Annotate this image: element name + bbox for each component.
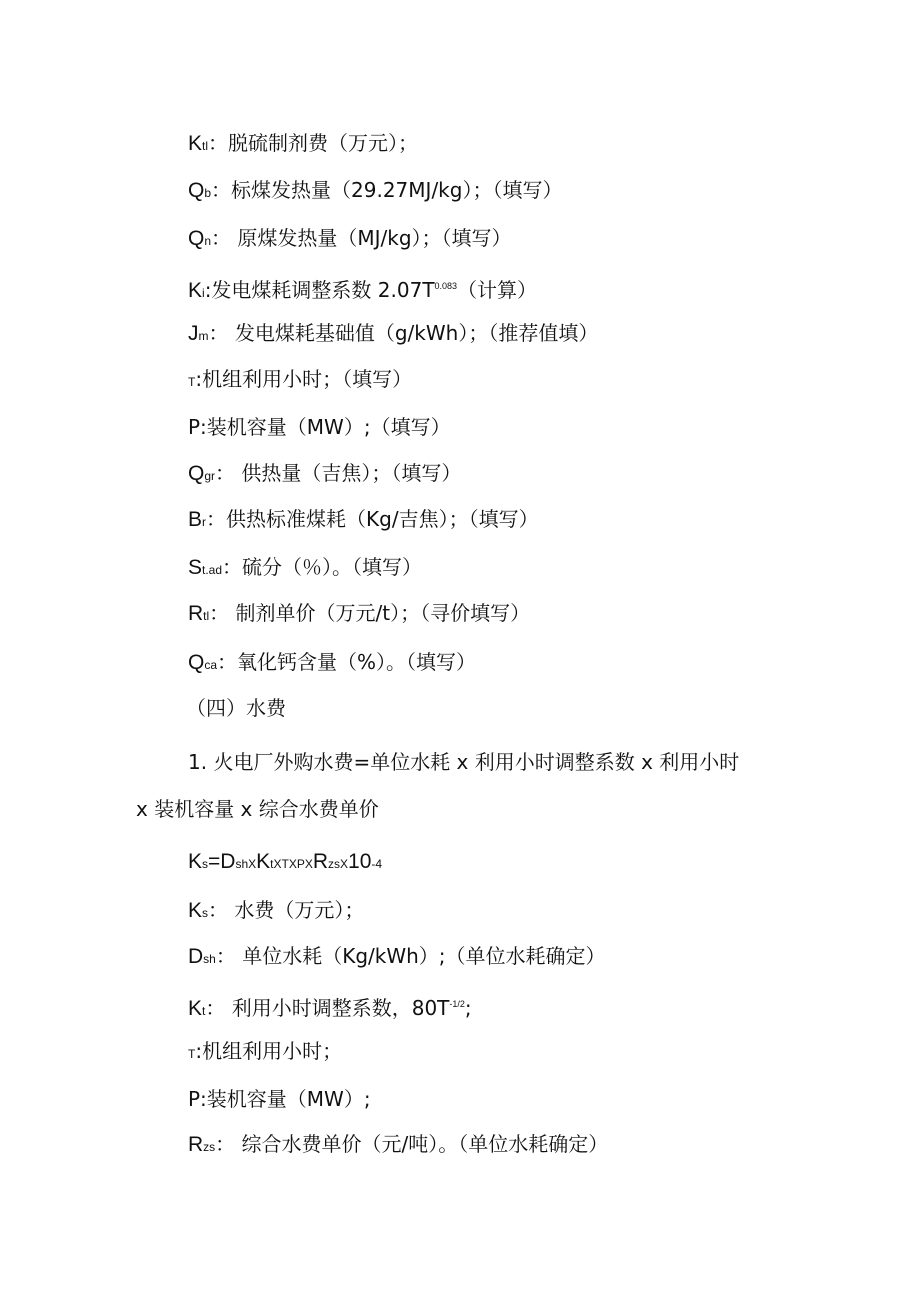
- definition-text: ：硫分（％）。（填写）: [222, 555, 423, 579]
- definition-text: ： 综合水费单价（元/吨）。（单位水耗确定）: [215, 1132, 609, 1156]
- definition-text: ： 利用小时调整系数，80T: [205, 996, 450, 1020]
- definition-p2: [188, 1086, 371, 1112]
- subscript: zs: [203, 1140, 216, 1154]
- definition-ks: [188, 897, 364, 926]
- subscript: tl: [203, 609, 210, 623]
- formula-part: tXTXPX: [270, 857, 313, 871]
- symbol: K: [188, 279, 203, 302]
- definition-text: ：脱硫制剂费（万元）；: [208, 131, 419, 155]
- subscript: b: [204, 186, 212, 200]
- superscript: 0.083: [434, 281, 458, 291]
- subscript: ca: [204, 658, 218, 672]
- subscript: i: [202, 286, 205, 300]
- symbol: K: [188, 132, 203, 155]
- definition-ki: [188, 273, 537, 306]
- definition-stad: [188, 554, 422, 583]
- symbol: K: [188, 997, 203, 1020]
- symbol: D: [188, 945, 204, 968]
- symbol: R: [188, 602, 204, 625]
- symbol: S: [188, 556, 203, 579]
- subscript: tl: [202, 139, 209, 153]
- symbol: B: [188, 508, 203, 531]
- definition-text: P:装机容量（MW）;: [188, 1087, 371, 1111]
- formula-part: =D: [208, 850, 236, 873]
- formula-part: R: [312, 850, 329, 873]
- subscript: m: [198, 329, 209, 343]
- symbol: Q: [188, 462, 205, 485]
- definition-dsh: [188, 943, 606, 972]
- definition-t1: [188, 366, 412, 395]
- definition-rtl: [188, 600, 530, 629]
- definition-qgr: [188, 460, 461, 489]
- formula-part: X: [248, 857, 257, 871]
- definition-t2: [188, 1038, 342, 1067]
- definition-jm: [188, 320, 598, 349]
- formula-part: -4: [371, 857, 383, 871]
- subscript: sh: [203, 952, 216, 966]
- definition-qn: [188, 225, 512, 254]
- symbol: K: [188, 899, 203, 922]
- symbol: Q: [188, 651, 205, 674]
- formula-part: K: [256, 850, 271, 873]
- definition-br: [188, 506, 539, 535]
- definition-kt: [188, 991, 472, 1024]
- definition-text: ：供热标准煤耗（Kg/吉焦）；（填写）: [206, 507, 539, 531]
- definition-text: ：标煤发热量（29.27MJ/kg）；（填写）: [211, 178, 563, 202]
- subscript: gr: [204, 469, 216, 483]
- symbol: T: [188, 375, 196, 389]
- definition-text: P:装机容量（MW）;（填写）: [188, 415, 451, 439]
- subscript: s: [202, 906, 209, 920]
- definition-rzs: [188, 1131, 608, 1160]
- definition-text: ： 单位水耗（Kg/kWh）;（单位水耗确定）: [215, 944, 606, 968]
- definition-text: ： 水费（万元）；: [208, 898, 365, 922]
- definition-text: ：氧化钙含量（%）。（填写）: [217, 650, 477, 674]
- definition-end: ;: [464, 996, 472, 1020]
- symbol: T: [188, 1047, 196, 1061]
- definition-text: ： 制剂单价（万元/t）；（寻价填写）: [209, 601, 531, 625]
- definition-text: :机组利用小时；: [195, 1039, 343, 1063]
- definition-note: （计算）: [457, 278, 538, 302]
- subscript: n: [204, 234, 212, 248]
- formula-part: K: [188, 850, 203, 873]
- definition-ktl: [188, 130, 418, 159]
- symbol: Q: [188, 227, 205, 250]
- water-fee-formula: [188, 848, 382, 877]
- formula-part: X: [340, 857, 349, 871]
- formula-part: 10: [348, 850, 372, 873]
- item-1-line-2: x 装机容量 x 综合水费单价: [136, 797, 379, 821]
- definition-text: :发电煤耗调整系数 2.07T: [204, 278, 435, 302]
- subscript: t.ad: [202, 563, 223, 577]
- formula-part: sh: [235, 857, 249, 871]
- subscript: r: [202, 515, 207, 529]
- definition-qb: [188, 177, 562, 206]
- formula-part: s: [202, 857, 209, 871]
- definition-text: ： 供热量（吉焦）；（填写）: [215, 461, 462, 485]
- section-heading: （四）水费: [186, 696, 286, 720]
- item-1-line-1: 1. 火电厂外购水费=单位水耗 x 利用小时调整系数 x 利用小时: [188, 750, 740, 774]
- definition-p1: [188, 414, 451, 440]
- definition-text: ： 原煤发热量（MJ/kg）；（填写）: [211, 226, 512, 250]
- symbol: Q: [188, 179, 205, 202]
- symbol: R: [188, 1133, 204, 1156]
- symbol: J: [188, 322, 199, 345]
- definition-text: ： 发电煤耗基础值（g/kWh）；（推荐值填）: [208, 321, 599, 345]
- formula-part: zs: [328, 857, 341, 871]
- subscript: t: [202, 1004, 206, 1018]
- definition-text: :机组利用小时；（填写）: [195, 367, 413, 391]
- superscript: -1/2: [449, 999, 465, 1009]
- definition-qca: [188, 649, 476, 678]
